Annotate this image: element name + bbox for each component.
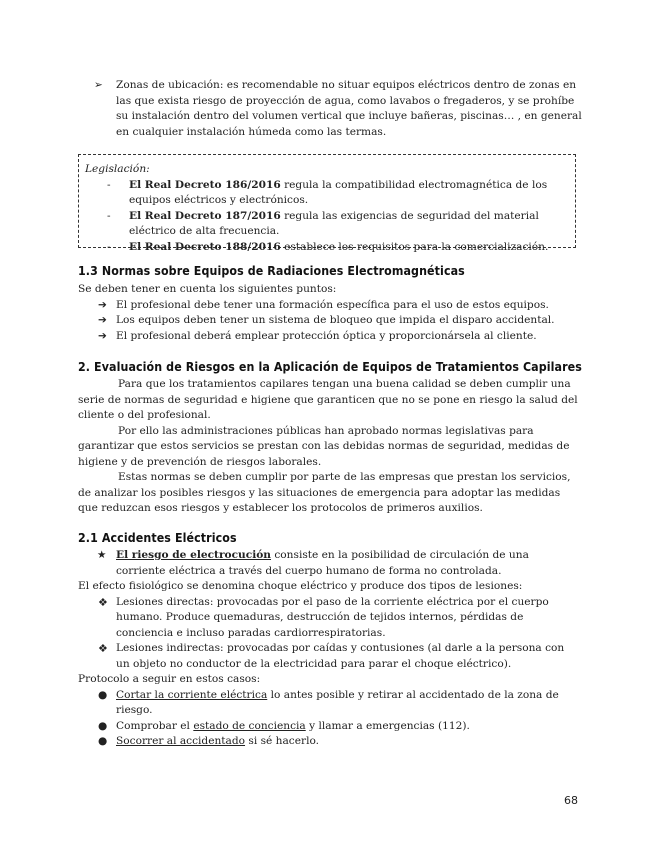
section-2-body <box>78 377 578 517</box>
arrow-right-icon: ➔ <box>98 314 107 326</box>
paragraph: Estas normas se deben cumplir por parte de las empresas que prestan los servicios, de analizar los posibles riesgos y las situaciones de emergencia para adoptar las medidas que reduzcan esos riesgos y establecer los protocolos de primeros auxilios. <box>78 471 571 514</box>
protocolo-step <box>78 719 578 735</box>
diamond-bullet-icon: ❖ <box>98 642 108 655</box>
zonas-ubicacion-text: Zonas de ubicación: es recomendable no situar equipos eléctricos dentro de zonas en las que exista riesgo de proyección de agua, como lavabos o fregaderos, y se prohíbe su instalación dentro del volumen vertical que incluye bañeras, piscinas… , en general en cualquier instalación húmeda como las termas. <box>116 79 582 138</box>
step-text: y llamar a emergencias (112). <box>305 719 470 732</box>
list-item-text: El profesional debe tener una formación específica para el uso de estos equipos. <box>116 298 549 311</box>
step-underlined: Socorrer al accidentado <box>116 735 246 747</box>
heading-1-3: 1.3 Normas sobre Equipos de Radiaciones Electromagnéticas <box>78 264 465 278</box>
electrocucion-definition: consiste en la posibilidad de circulación de una corriente eléctrica a través del cuerpo humano de forma no controlada. <box>116 549 529 577</box>
protocolo-step <box>78 734 578 750</box>
decreto-name: El Real Decreto 186/2016 <box>129 178 281 191</box>
dash-bullet: - <box>107 209 111 222</box>
lesion-text: Lesiones directas: provocadas por el paso de la corriente eléctrica por el cuerpo humano. Produce quemaduras, destrucción de tejidos internos, pérdidas de conciencia e incluso paradas cardiorrespiratorias. <box>116 595 549 639</box>
arrowhead-bullet-icon: ➢ <box>94 79 103 91</box>
legislacion-item <box>85 209 567 240</box>
arrow-right-icon: ➔ <box>98 298 107 311</box>
list-item <box>78 313 578 329</box>
bullet-dot-icon: ● <box>98 688 108 701</box>
dash-bullet: - <box>107 178 111 191</box>
lesion-item <box>78 595 578 642</box>
protocolo-text: Protocolo a seguir en estos casos: <box>78 673 261 685</box>
decreto-description: regula la compatibilidad electromagnética de los equipos eléctricos y electrónicos. <box>129 178 548 206</box>
list-item-text: Los equipos deben tener un sistema de bloqueo que impida el disparo accidental. <box>116 314 555 326</box>
list-item <box>78 329 578 345</box>
lesion-item <box>78 641 578 672</box>
decreto-name: El Real Decreto 188/2016 <box>129 240 281 253</box>
section-2-1-body <box>78 548 578 750</box>
decreto-name: El Real Decreto 187/2016 <box>129 209 281 222</box>
diamond-bullet-icon: ❖ <box>98 595 108 609</box>
section-1-3-body <box>78 282 578 344</box>
legislacion-box <box>78 154 576 253</box>
list-item <box>78 298 578 314</box>
protocolo-step <box>78 688 578 719</box>
section-1-3-intro: Se deben tener en cuenta los siguientes puntos: <box>78 283 337 295</box>
step-text: lo antes posible y retirar al accidentado de la zona de riesgo. <box>116 688 559 716</box>
star-icon: ★ <box>97 549 107 561</box>
page-number: 68 <box>564 794 578 807</box>
heading-2: 2. Evaluación de Riesgos en la Aplicación de Equipos de Tratamientos Capilares <box>78 360 582 374</box>
step-underlined: estado de conciencia <box>193 719 306 732</box>
paragraph: Por ello las administraciones públicas han aprobado normas legislativas para garantizar que estos servicios se prestan con las debidas normas de seguridad, medidas de higiene y de prevención de riesgos laborales. <box>78 424 570 468</box>
dash-bullet: - <box>107 240 111 253</box>
step-underlined: Cortar la corriente eléctrica <box>116 688 268 701</box>
legislacion-item <box>85 178 567 209</box>
decreto-description: establece los requisitos para la comercialización. <box>280 240 549 253</box>
heading-2-1: 2.1 Accidentes Eléctricos <box>78 531 237 545</box>
list-item-text: El profesional deberá emplear protección óptica y proporcionársela al cliente. <box>116 329 537 342</box>
legislacion-title: Legislación: <box>85 163 150 175</box>
decreto-description: regula las exigencias de seguridad del material eléctrico de alta frecuencia. <box>129 209 539 237</box>
lesion-text: Lesiones indirectas: provocadas por caídas y contusiones (al darle a la persona con un objeto no conductor de la electricidad para parar el choque eléctrico). <box>116 642 565 670</box>
bullet-dot-icon: ● <box>98 735 108 747</box>
legislacion-item <box>85 240 567 256</box>
star-item <box>78 548 578 579</box>
arrow-right-icon: ➔ <box>98 329 107 342</box>
step-text: si sé hacerlo. <box>245 735 320 747</box>
paragraph: Para que los tratamientos capilares tengan una buena calidad se deben cumplir una serie de normas de seguridad e higiene que garanticen que no se pone en riesgo la salud del cliente o del profesional. <box>78 378 578 421</box>
zonas-ubicacion-item <box>94 78 584 140</box>
electrocucion-term: El riesgo de electrocución <box>116 549 271 561</box>
step-text: Comprobar el <box>116 719 194 732</box>
efecto-text: El efecto fisiológico se denomina choque eléctrico y produce dos tipos de lesiones: <box>78 580 523 592</box>
bullet-dot-icon: ● <box>98 719 108 732</box>
